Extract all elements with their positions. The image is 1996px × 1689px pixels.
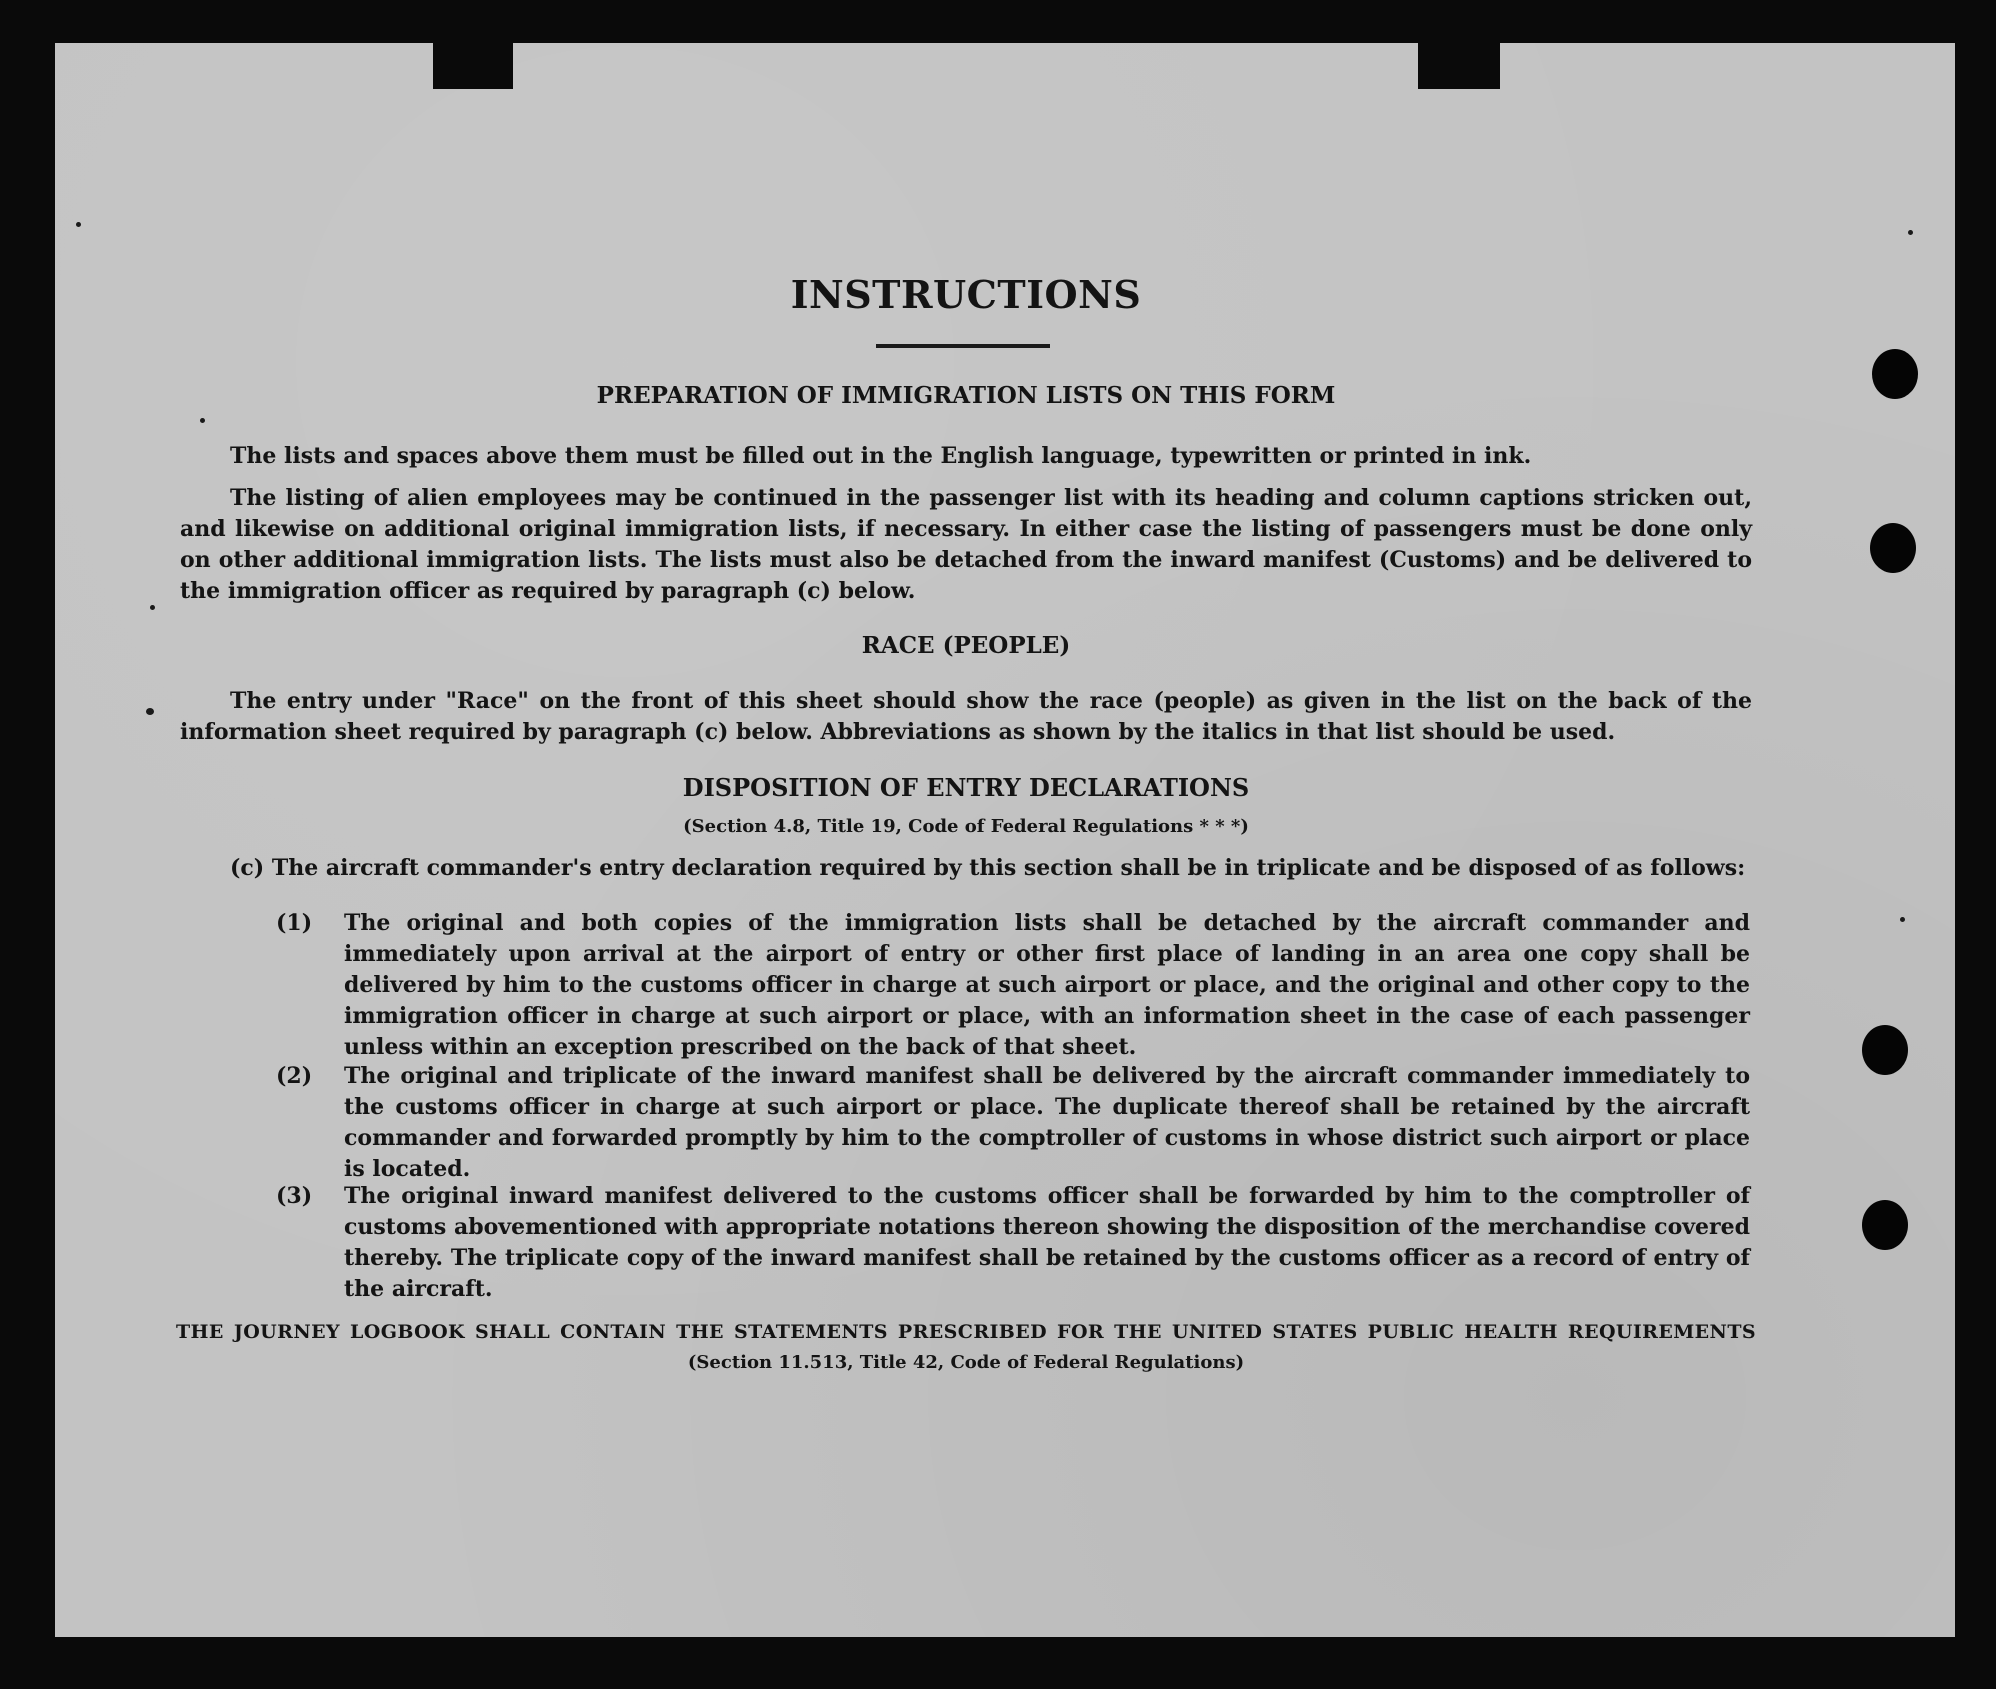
paragraph-c-intro: (c) The aircraft commander's entry declaration required by this section shall be in triplicate and be disposed of as follows: — [230, 855, 1746, 881]
list-item — [276, 1181, 1750, 1305]
speck — [1900, 917, 1905, 922]
punch-hole — [1870, 523, 1916, 573]
speck — [146, 708, 154, 715]
paragraph-english-language: The lists and spaces above them must be filled out in the English language, typewritten or printed in ink. — [230, 443, 1532, 469]
punch-hole — [1872, 349, 1918, 399]
item-number: (3) — [276, 1183, 313, 1209]
item-text: The original and both copies of the immigration lists shall be detached by the aircraft commander and immediately upon arrival at the airport of entry or other first place of landing in an area one copy shall be delivered by him to the customs officer in charge at such airport or place, and the original and other copy to the immigration officer in charge at such airport or place, with an information sheet in the case of each passenger unless within an exception prescribed on the back of that sheet. — [344, 910, 1750, 1060]
speck — [76, 222, 81, 227]
item-number: (2) — [276, 1063, 313, 1089]
item-text: The original inward manifest delivered to the customs officer shall be forwarded by him to the comptroller of customs abovementioned with appropriate notations thereon showing the disposition of the merchandise covered thereby. The triplicate copy of the inward manifest shall be retained by the customs officer as a record of entry of the aircraft. — [344, 1183, 1750, 1302]
binding-tab-right — [1418, 43, 1500, 89]
section-heading-disposition: DISPOSITION OF ENTRY DECLARATIONS — [682, 773, 1250, 802]
title-underline — [876, 344, 1050, 348]
paragraph-alien-employees: The listing of alien employees may be continued in the passenger list with its heading and column captions stricken out, and likewise on additional original immigration lists, if necessary. In either case the listing of passengers must be done only on other additional immigration lists. The lists must also be detached from the inward manifest (Customs) and be delivered to the immigration officer as required by paragraph (c) below. — [180, 485, 1752, 604]
punch-hole — [1862, 1200, 1908, 1250]
binding-tab-left — [433, 43, 513, 89]
page-title: INSTRUCTIONS — [790, 272, 1142, 317]
citation-title-42: (Section 11.513, Title 42, Code of Federal Regulations) — [687, 1352, 1245, 1373]
section-heading-preparation: PREPARATION OF IMMIGRATION LISTS ON THIS FORM — [596, 382, 1336, 409]
section-heading-race: RACE (PEOPLE) — [861, 632, 1071, 659]
speck — [200, 418, 205, 423]
public-health-statement: THE JOURNEY LOGBOOK SHALL CONTAIN THE STATEMENTS PRESCRIBED FOR THE UNITED STATES PUBLIC HEALTH REQUIREMENTS — [176, 1321, 1756, 1343]
item-text: The original and triplicate of the inward manifest shall be delivered by the aircraft commander immediately to the customs officer in charge at such airport or place. The duplicate thereof shall be retained by the aircraft commander and forwarded promptly by him to the comptroller of customs in whose district such airport or place is located. — [344, 1063, 1750, 1182]
paragraph-race-entry: The entry under "Race" on the front of this sheet should show the race (people) as given in the list on the back of the information sheet required by paragraph (c) below. Abbreviations as shown by the italics in that list should be used. — [180, 688, 1752, 745]
punch-hole — [1862, 1025, 1908, 1075]
list-item — [276, 908, 1750, 1063]
speck — [1908, 230, 1913, 235]
speck — [150, 605, 155, 610]
list-item — [276, 1061, 1750, 1185]
item-number: (1) — [276, 910, 313, 936]
citation-title-19: (Section 4.8, Title 19, Code of Federal Regulations * * *) — [683, 816, 1249, 837]
